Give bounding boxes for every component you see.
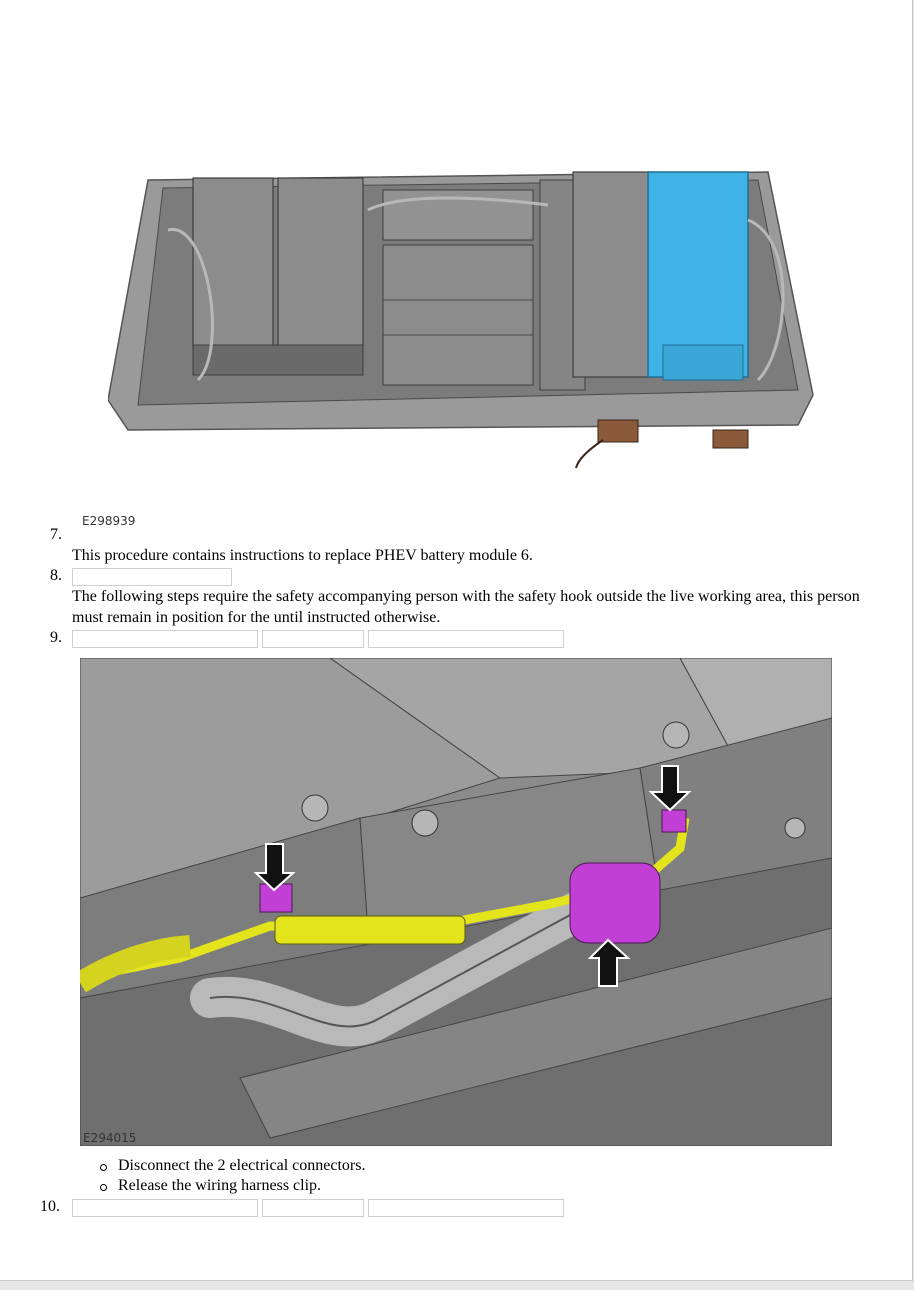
figure-caption: E298939 — [82, 514, 136, 528]
empty-field — [368, 1199, 564, 1217]
step-9-bullets — [99, 1156, 365, 1196]
step-text: The following steps require the safety accompanying person with the safety hook outside the live working area, this person must remain in position for the until instructed otherwise. — [72, 588, 860, 626]
empty-field — [368, 630, 564, 648]
step-number: 7. — [50, 526, 62, 543]
connector-illustration — [80, 658, 832, 1146]
bullet-icon — [100, 1184, 107, 1191]
empty-field — [72, 1199, 258, 1217]
empty-field — [72, 630, 258, 648]
step-number: 9. — [50, 629, 62, 646]
battery-pack-illustration — [108, 150, 823, 470]
list-item: Disconnect the 2 electrical connectors. — [99, 1156, 365, 1176]
empty-field — [262, 1199, 364, 1217]
bullet-icon — [100, 1164, 107, 1171]
list-item: Release the wiring harness clip. — [99, 1176, 365, 1196]
step-number: 10. — [40, 1198, 60, 1215]
figure-caption: E294015 — [83, 1131, 137, 1145]
step-number: 8. — [50, 567, 62, 584]
step-text: This procedure contains instructions to replace PHEV battery module 6. — [72, 547, 533, 564]
empty-field — [72, 568, 232, 586]
empty-field — [262, 630, 364, 648]
